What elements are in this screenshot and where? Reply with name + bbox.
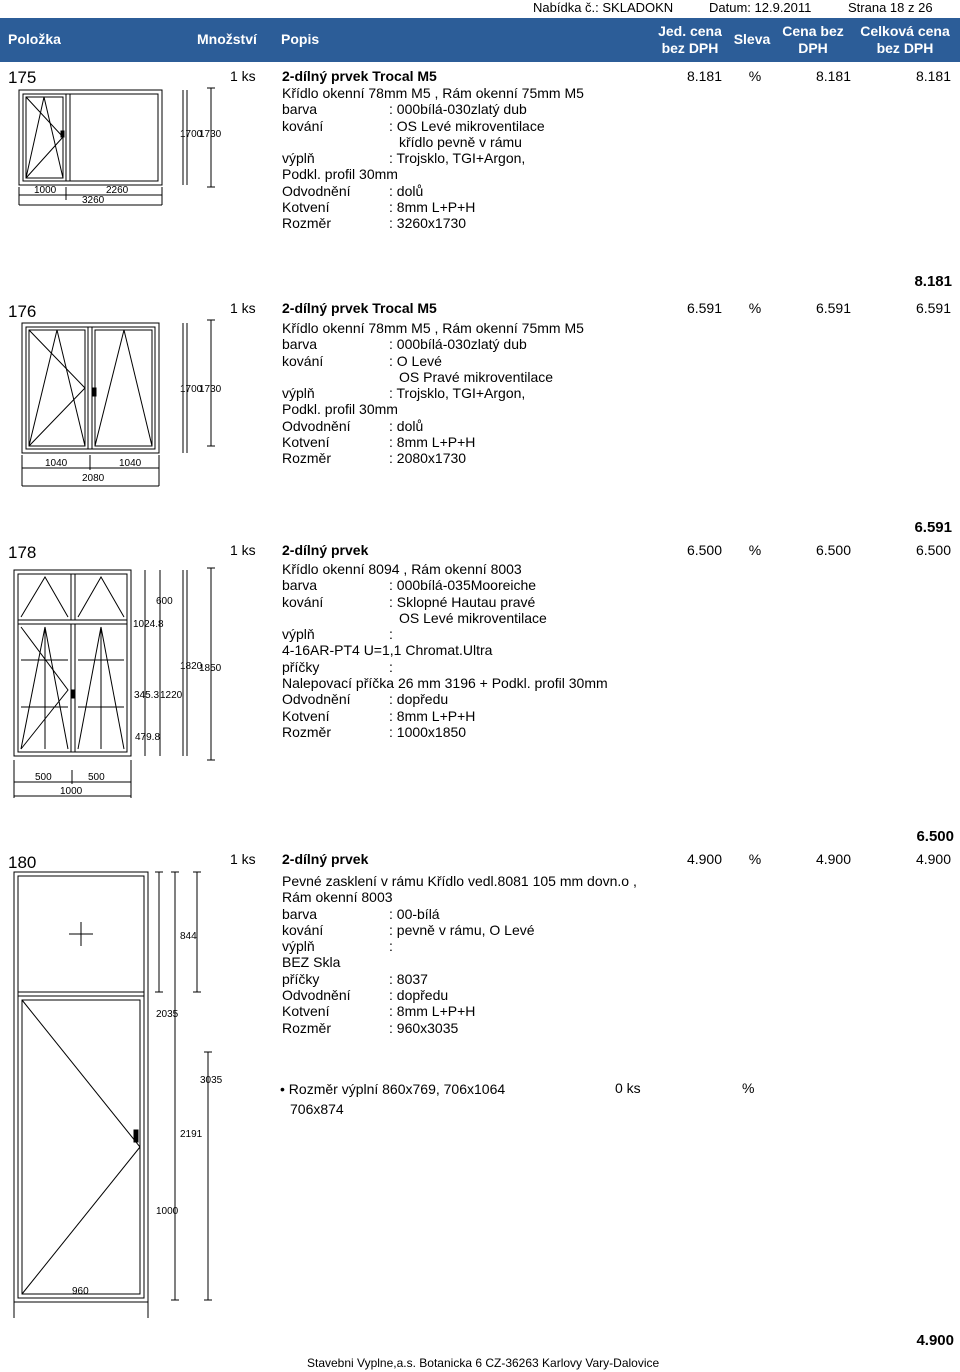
footer: Stavebni Vyplne,a.s. Botanicka 6 CZ-36263 Karlovy Vary-Dalovice — [307, 1356, 660, 1370]
col-item: Položka — [8, 31, 61, 47]
item-price: 6.500 — [815, 542, 851, 558]
item-unit-price: 6.500 — [686, 542, 722, 558]
item-total: 8.181 — [915, 68, 951, 84]
detail-row: Křídlo okenní 78mm M5 , Rám okenní 75mm M5 — [282, 320, 584, 336]
note-quantity: 0 ks — [615, 1080, 641, 1096]
item-details — [282, 85, 584, 232]
detail-row: Odvodnění : dolů — [282, 182, 424, 199]
detail-row: barva : 000bílá-035Mooreiche — [282, 577, 537, 594]
dim-label: 844 — [180, 931, 197, 942]
item-details — [282, 873, 637, 1036]
width-dimension — [0, 1300, 170, 1320]
detail-row: OS Levé mikroventilace — [399, 609, 547, 626]
item-title: 2-dílný prvek — [282, 542, 369, 558]
dim-label: 2035 — [156, 1009, 179, 1020]
fill-note: • Rozměr výplní 860x769, 706x1064 — [280, 1081, 506, 1097]
item-quantity: 1 ks — [230, 68, 256, 84]
item-position: 178 — [8, 543, 37, 562]
page-indicator: Strana 18 z 26 — [848, 0, 933, 15]
detail-row: OS Pravé mikroventilace — [399, 368, 554, 385]
item-quantity: 1 ks — [230, 851, 256, 867]
window-drawing — [0, 560, 240, 800]
detail-row: kování : Sklopné Hautau pravé — [282, 593, 536, 610]
item-position: 176 — [8, 302, 37, 321]
detail-row: Odvodnění : dopředu — [282, 691, 449, 708]
item-unit-price: 6.591 — [686, 300, 722, 316]
item-discount: % — [748, 300, 762, 316]
dim-label: 3035 — [200, 1075, 223, 1086]
dim-label: 1024.8 — [133, 619, 164, 630]
item-total: 4.900 — [915, 851, 951, 867]
fill-note-cont: 706x874 — [290, 1101, 344, 1117]
door-drawing — [0, 862, 240, 1312]
col-price: Cena bez DPH — [782, 23, 844, 56]
dim-label: 1220 — [160, 690, 183, 701]
detail-row: Kotvení : 8mm L+P+H — [282, 707, 476, 724]
item-details — [282, 320, 584, 467]
dim-label: 1700 — [180, 129, 203, 140]
detail-row: Podkl. profil 30mm — [282, 401, 398, 418]
subtotal: 8.181 — [914, 273, 952, 290]
col-discount: Sleva — [733, 31, 771, 47]
item-price: 8.181 — [815, 68, 851, 84]
dim-label: 345.3 — [134, 690, 160, 701]
dim-label: 1700 — [180, 384, 203, 395]
dim-label: 1040 — [119, 458, 142, 469]
detail-row: Rozměr : 2080x1730 — [282, 450, 467, 467]
item-discount: % — [748, 542, 762, 558]
note-discount: % — [742, 1080, 755, 1096]
dim-label: 1850 — [199, 663, 222, 674]
window-drawing — [0, 300, 240, 495]
item-position: 175 — [8, 68, 37, 87]
detail-row: kování : O Levé — [282, 352, 442, 369]
detail-row: Kotvení : 8mm L+P+H — [282, 434, 476, 451]
col-qty: Množství — [197, 31, 257, 47]
detail-row: Odvodnění : dolů — [282, 417, 424, 434]
table-header — [0, 18, 960, 62]
detail-row: Křídlo okenní 8094 , Rám okenní 8003 — [282, 561, 522, 577]
dim-label: 500 — [35, 772, 52, 783]
dim-label: 1730 — [199, 129, 222, 140]
detail-row: Kotvení : 8mm L+P+H — [282, 199, 476, 216]
detail-row: křídlo pevně v rámu — [399, 133, 522, 150]
detail-row: Rám okenní 8003 — [282, 889, 393, 906]
detail-row: Pevné zasklení v rámu Křídlo vedl.8081 105 mm dovn.o , — [282, 873, 637, 889]
subtotal: 6.591 — [914, 519, 952, 536]
item-total: 6.500 — [915, 542, 951, 558]
detail-row: kování : pevně v rámu, O Levé — [282, 921, 535, 938]
item-quantity: 1 ks — [230, 542, 256, 558]
dim-label: 479.8 — [135, 732, 161, 743]
item-title: 2-dílný prvek Trocal M5 — [282, 300, 437, 316]
detail-row: příčky : 8037 — [282, 970, 428, 987]
detail-row: výplň : Trojsklo, TGI+Argon, — [282, 385, 526, 402]
item-title: 2-dílný prvek Trocal M5 — [282, 68, 437, 84]
item-discount: % — [748, 68, 762, 84]
window-drawing — [0, 60, 240, 220]
detail-row: Podkl. profil 30mm — [282, 166, 398, 183]
dim-label: 1820 — [180, 661, 203, 672]
dim-label: 3260 — [82, 195, 105, 206]
detail-row: barva : 000bílá-030zlatý dub — [282, 101, 527, 118]
dim-label: 960 — [72, 1286, 89, 1297]
detail-row: 4-16AR-PT4 U=1,1 Chromat.Ultra — [282, 642, 493, 659]
dim-label: 1000 — [156, 1206, 179, 1217]
item-price: 4.900 — [815, 851, 851, 867]
item-details — [282, 561, 608, 740]
detail-row: kování : OS Levé mikroventilace — [282, 117, 545, 134]
detail-row: Odvodnění : dopředu — [282, 987, 449, 1004]
detail-row: Nalepovací příčka 26 mm 3196 + Podkl. profil 30mm — [282, 675, 608, 692]
col-total: Celková cena bez DPH — [860, 23, 950, 56]
item-unit-price: 8.181 — [686, 68, 722, 84]
dim-label: 1040 — [45, 458, 68, 469]
dim-label: 1000 — [60, 786, 83, 797]
item-title: 2-dílný prvek — [282, 851, 369, 867]
dim-label: 1000 — [34, 185, 57, 196]
item-position: 180 — [8, 853, 37, 872]
subtotal: 4.900 — [916, 1332, 954, 1349]
col-desc: Popis — [281, 31, 320, 47]
detail-row: výplň : — [282, 626, 393, 643]
dim-label: 2191 — [180, 1129, 203, 1140]
detail-row: barva : 000bílá-030zlatý dub — [282, 336, 527, 353]
item-quantity: 1 ks — [230, 300, 256, 316]
detail-row: Rozměr : 3260x1730 — [282, 215, 467, 232]
subtotal: 6.500 — [916, 828, 954, 845]
item-unit-price: 4.900 — [686, 851, 722, 867]
detail-row: výplň : — [282, 938, 393, 955]
detail-row: BEZ Skla — [282, 954, 341, 971]
detail-row: Kotvení : 8mm L+P+H — [282, 1003, 476, 1020]
item-price: 6.591 — [815, 300, 851, 316]
dim-label: 2080 — [82, 473, 105, 484]
detail-row: Rozměr : 1000x1850 — [282, 723, 467, 740]
offer-number: Nabídka č.: SKLADOKN — [533, 0, 674, 15]
dim-label: 2260 — [106, 185, 129, 196]
col-unit-price: Jed. cena bez DPH — [658, 23, 722, 56]
detail-row: příčky : — [282, 658, 393, 675]
item-discount: % — [748, 851, 762, 867]
detail-row: Křídlo okenní 78mm M5 , Rám okenní 75mm M5 — [282, 85, 584, 101]
dim-label: 600 — [156, 596, 173, 607]
detail-row: Rozměr : 960x3035 — [282, 1019, 459, 1036]
item-total: 6.591 — [915, 300, 951, 316]
detail-row: barva : 00-bílá — [282, 905, 440, 922]
detail-row: výplň : Trojsklo, TGI+Argon, — [282, 150, 526, 167]
dim-label: 1730 — [199, 384, 222, 395]
dim-label: 500 — [88, 772, 105, 783]
offer-date: Datum: 12.9.2011 — [709, 0, 812, 15]
width-dimension — [0, 770, 140, 802]
